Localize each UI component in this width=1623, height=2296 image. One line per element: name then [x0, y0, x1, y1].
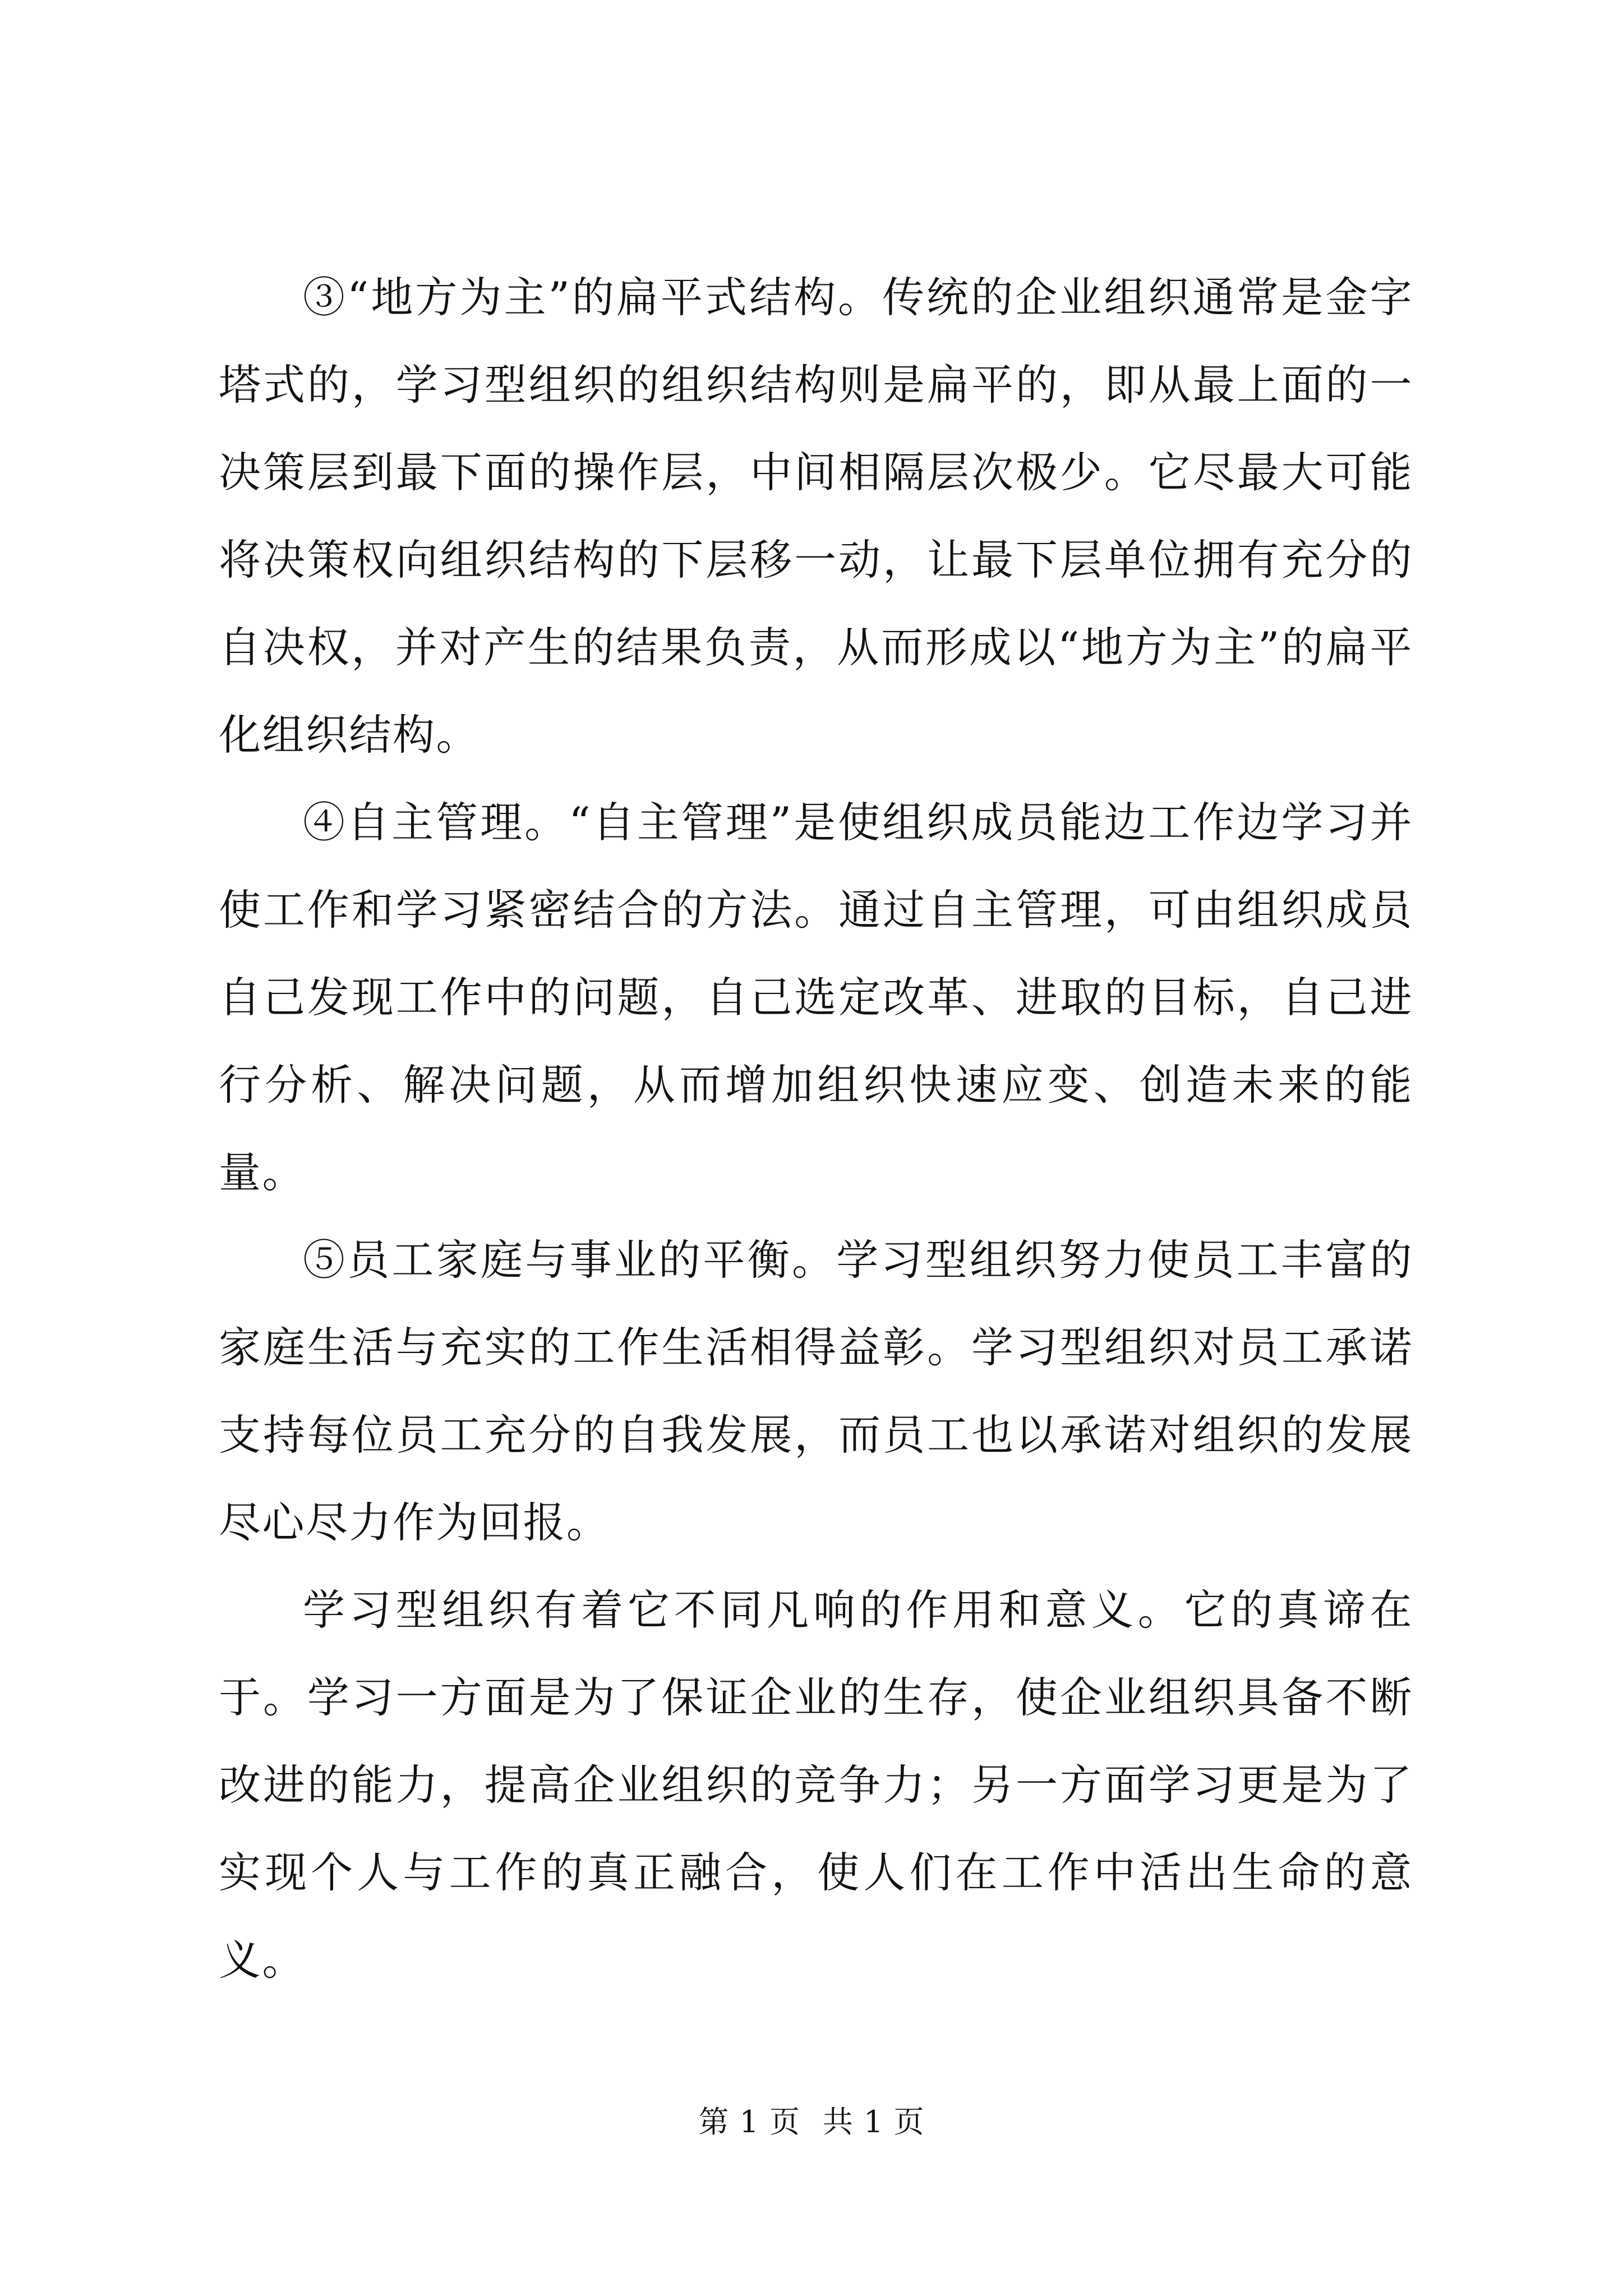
paragraph-flat-structure: ③“地方为主”的扁平式结构。传统的企业组织通常是金字塔式的，学习型组织的组织结构则是扁平的，即从最上面的一决策层到最下面的操作层，中间相隔层次极少。它尽最大可能将决策权向组织结构的下层移一动，让最下层单位拥有充分的自决权，并对产生的结果负责，从而形成以“地方为主”的扁平化组织结构。 [219, 273, 1413, 760]
paragraph-significance: 学习型组织有着它不同凡响的作用和意义。它的真谛在于。学习一方面是为了保证企业的生存，使企业组织具备不断改进的能力，提高企业组织的竞争力；另一方面学习更是为了实现个人与工作的真正融合，使人们在工作中活出生命的意义。 [219, 1585, 1413, 1985]
page-number-total: 共 1 页 [823, 2104, 925, 2139]
page-footer [0, 2102, 1623, 2142]
paragraph-self-management: ④自主管理。“自主管理”是使组织成员能边工作边学习并使工作和学习紧密结合的方法。通过自主管理，可由组织成员自己发现工作中的问题，自己选定改革、进取的目标，自己进行分析、解决问题，从而增加组织快速应变、创造未来的能量。 [219, 798, 1413, 1197]
page-number-current: 第 1 页 [698, 2104, 800, 2139]
document-body [219, 254, 1413, 2004]
paragraph-work-life-balance: ⑤员工家庭与事业的平衡。学习型组织努力使员工丰富的家庭生活与充实的工作生活相得益彰。学习型组织对员工承诺支持每位员工充分的自我发展，而员工也以承诺对组织的发展尽心尽力作为回报。 [219, 1235, 1413, 1547]
